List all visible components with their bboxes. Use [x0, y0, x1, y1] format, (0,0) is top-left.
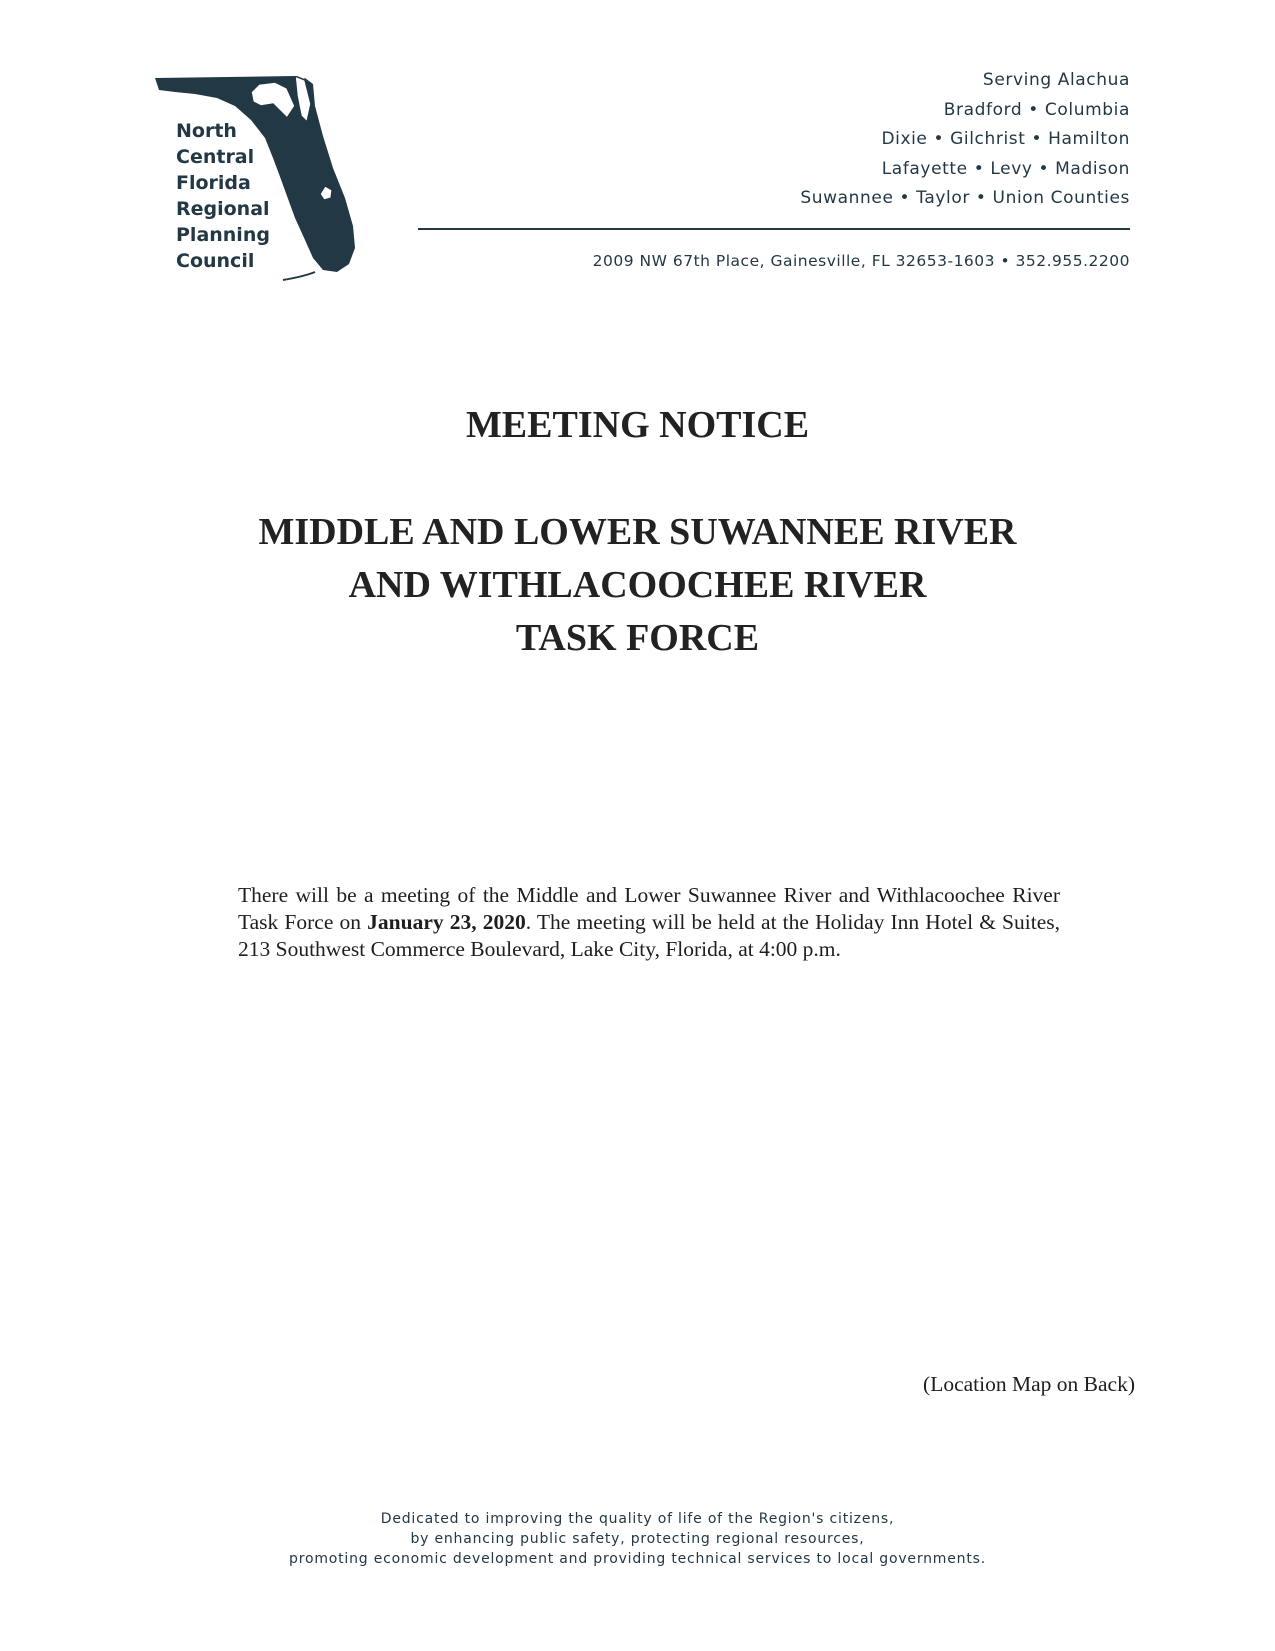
letterhead-divider	[418, 228, 1130, 230]
task-force-title	[0, 506, 1275, 665]
counties-served	[800, 66, 1130, 214]
organization-name	[176, 118, 270, 274]
counties-line: Dixie • Gilchrist • Hamilton	[881, 129, 1130, 149]
counties-line: Bradford • Columbia	[943, 99, 1130, 120]
org-name-line: Regional	[176, 198, 270, 220]
location-map-note: (Location Map on Back)	[923, 1372, 1135, 1396]
task-force-title-line: AND WITHLACOOCHEE RIVER	[348, 564, 927, 606]
mission-line: Dedicated to improving the quality of life of the Region's citizens,	[380, 1511, 895, 1527]
address-line: 2009 NW 67th Place, Gainesville, FL 32653-1603 • 352.955.2200	[592, 252, 1130, 270]
org-name-line: Planning	[176, 224, 270, 246]
counties-line: Lafayette • Levy • Madison	[881, 158, 1130, 179]
mission-line: by enhancing public safety, protecting regional resources,	[410, 1531, 865, 1547]
notice-title: MEETING NOTICE	[465, 404, 810, 446]
mission-line: promoting economic development and providing technical services to local governments.	[289, 1551, 986, 1567]
counties-line: Suwannee • Taylor • Union Counties	[800, 188, 1130, 208]
mission-statement	[0, 1509, 1275, 1569]
meeting-details	[238, 882, 1060, 963]
org-name-line: Central	[176, 146, 255, 168]
meeting-details-location: . The meeting will be held at the Holiday Inn Hotel & Suites, 213 Southwest Commerce Boulevard, Lake City, Florida, at 4:00 p.m.	[238, 909, 1060, 961]
meeting-date: January 23, 2020	[367, 909, 526, 934]
counties-line: Serving Alachua	[982, 70, 1130, 90]
org-name-line: Council	[176, 250, 255, 272]
meeting-details-intro: There will be a meeting of the Middle and Lower Suwannee River and Withlacoochee River Task Force on	[238, 882, 1060, 934]
task-force-title-line: MIDDLE AND LOWER SUWANNEE RIVER	[258, 511, 1017, 553]
letterhead	[0, 0, 1275, 300]
org-name-line: North	[176, 120, 237, 142]
task-force-title-line: TASK FORCE	[515, 617, 760, 659]
org-name-line: Florida	[176, 172, 251, 194]
